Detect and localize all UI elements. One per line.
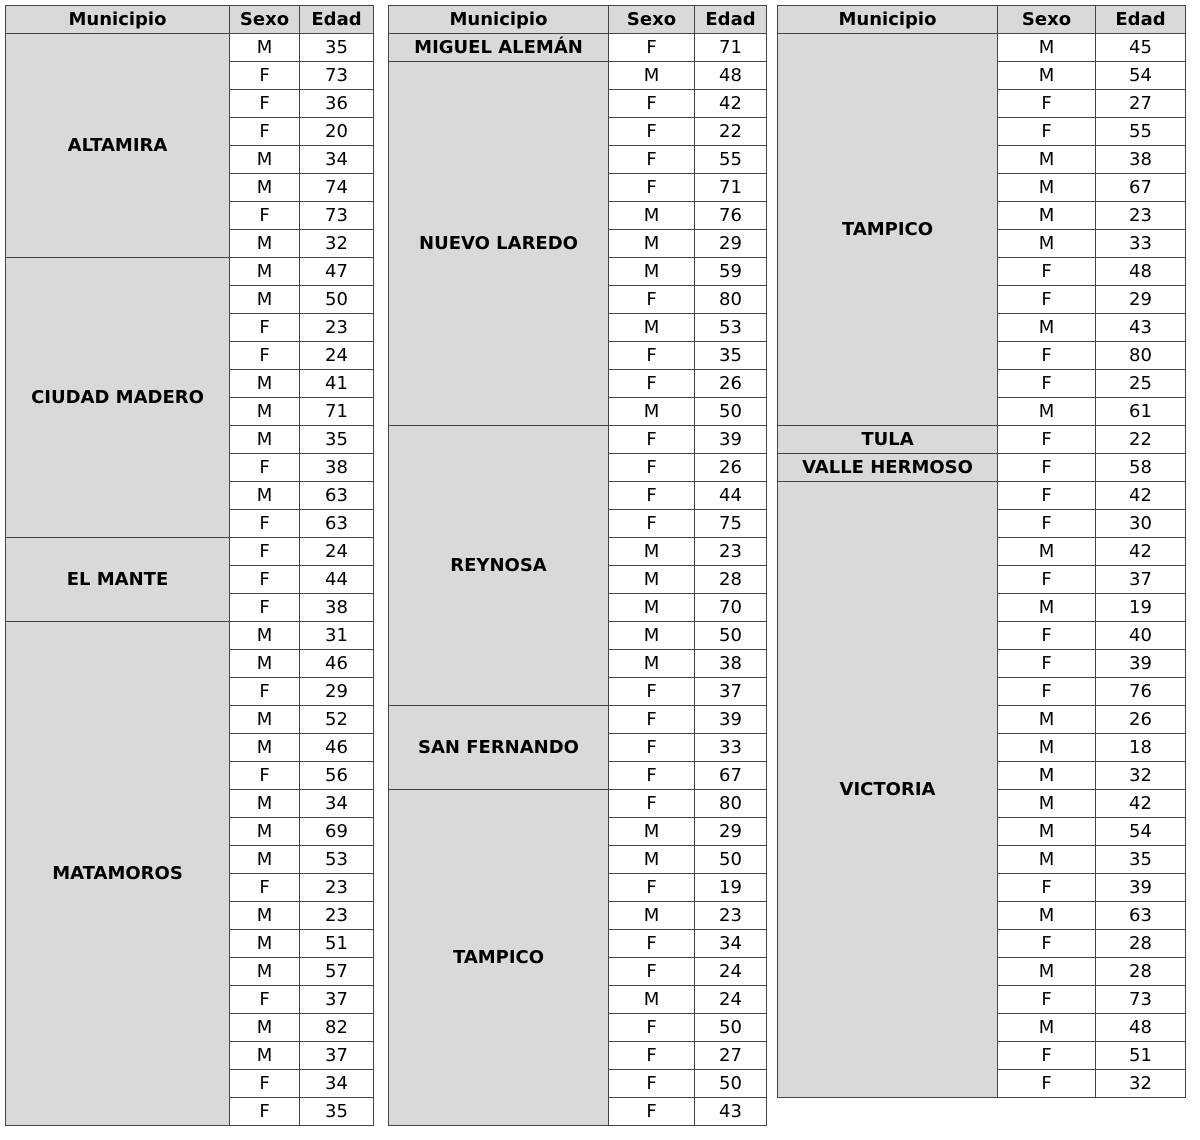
edad-cell: 80	[695, 790, 767, 818]
sexo-cell: F	[230, 538, 300, 566]
edad-cell: 37	[300, 1042, 374, 1070]
municipio-cell: MATAMOROS	[6, 622, 230, 1126]
sexo-cell: M	[998, 62, 1096, 90]
edad-cell: 37	[1096, 566, 1186, 594]
sexo-cell: M	[230, 482, 300, 510]
edad-cell: 23	[695, 538, 767, 566]
edad-cell: 43	[1096, 314, 1186, 342]
sexo-cell: F	[998, 650, 1096, 678]
edad-cell: 48	[1096, 1014, 1186, 1042]
edad-cell: 32	[1096, 1070, 1186, 1098]
sexo-cell: F	[609, 370, 695, 398]
header-municipio: Municipio	[778, 6, 998, 34]
header-municipio: Municipio	[6, 6, 230, 34]
sexo-cell: M	[998, 594, 1096, 622]
edad-cell: 28	[1096, 930, 1186, 958]
edad-cell: 38	[300, 454, 374, 482]
edad-cell: 39	[695, 706, 767, 734]
sexo-cell: F	[230, 1098, 300, 1126]
sexo-cell: M	[609, 314, 695, 342]
edad-cell: 63	[1096, 902, 1186, 930]
table-row	[778, 482, 1186, 510]
edad-cell: 29	[695, 230, 767, 258]
edad-cell: 80	[695, 286, 767, 314]
edad-cell: 23	[300, 874, 374, 902]
sexo-cell: F	[998, 566, 1096, 594]
edad-cell: 35	[300, 1098, 374, 1126]
edad-cell: 63	[300, 482, 374, 510]
edad-cell: 38	[300, 594, 374, 622]
edad-cell: 67	[1096, 174, 1186, 202]
sexo-cell: F	[609, 146, 695, 174]
sexo-cell: F	[998, 286, 1096, 314]
edad-cell: 61	[1096, 398, 1186, 426]
sexo-cell: M	[230, 258, 300, 286]
edad-cell: 27	[695, 1042, 767, 1070]
edad-cell: 82	[300, 1014, 374, 1042]
header-sexo: Sexo	[609, 6, 695, 34]
sexo-cell: F	[230, 202, 300, 230]
sexo-cell: F	[230, 118, 300, 146]
sexo-cell: M	[230, 1042, 300, 1070]
edad-cell: 74	[300, 174, 374, 202]
sexo-cell: F	[609, 510, 695, 538]
edad-cell: 69	[300, 818, 374, 846]
edad-cell: 54	[1096, 818, 1186, 846]
sexo-cell: M	[230, 426, 300, 454]
sexo-cell: M	[609, 622, 695, 650]
sexo-cell: M	[998, 230, 1096, 258]
sexo-cell: M	[998, 706, 1096, 734]
sexo-cell: M	[609, 566, 695, 594]
sexo-cell: F	[230, 454, 300, 482]
edad-cell: 52	[300, 706, 374, 734]
edad-cell: 38	[1096, 146, 1186, 174]
edad-cell: 67	[695, 762, 767, 790]
edad-cell: 22	[1096, 426, 1186, 454]
edad-cell: 31	[300, 622, 374, 650]
edad-cell: 42	[695, 90, 767, 118]
table-row	[6, 622, 374, 650]
municipio-cell: VALLE HERMOSO	[778, 454, 998, 482]
sexo-cell: M	[998, 846, 1096, 874]
data-table	[388, 5, 767, 1126]
edad-cell: 35	[300, 426, 374, 454]
sexo-cell: F	[998, 342, 1096, 370]
sexo-cell: F	[230, 62, 300, 90]
header-row	[778, 6, 1186, 34]
municipio-cell: REYNOSA	[389, 426, 609, 706]
edad-cell: 26	[695, 454, 767, 482]
edad-cell: 42	[1096, 538, 1186, 566]
sexo-cell: M	[998, 790, 1096, 818]
sexo-cell: F	[609, 734, 695, 762]
sexo-cell: M	[609, 986, 695, 1014]
sexo-cell: M	[230, 398, 300, 426]
edad-cell: 48	[1096, 258, 1186, 286]
edad-cell: 43	[695, 1098, 767, 1126]
sexo-cell: M	[998, 958, 1096, 986]
sexo-cell: M	[230, 818, 300, 846]
sexo-cell: M	[230, 930, 300, 958]
edad-cell: 73	[1096, 986, 1186, 1014]
sexo-cell: M	[998, 314, 1096, 342]
sexo-cell: M	[230, 846, 300, 874]
sexo-cell: F	[609, 118, 695, 146]
sexo-cell: F	[998, 622, 1096, 650]
sexo-cell: F	[609, 342, 695, 370]
edad-cell: 23	[1096, 202, 1186, 230]
municipio-cell: TAMPICO	[389, 790, 609, 1126]
sexo-cell: F	[998, 1042, 1096, 1070]
sexo-cell: M	[609, 398, 695, 426]
sexo-cell: F	[230, 566, 300, 594]
sexo-cell: F	[230, 594, 300, 622]
sexo-cell: M	[998, 538, 1096, 566]
edad-cell: 48	[695, 62, 767, 90]
edad-cell: 73	[300, 62, 374, 90]
sexo-cell: M	[609, 258, 695, 286]
sexo-cell: M	[230, 958, 300, 986]
table-row	[778, 454, 1186, 482]
edad-cell: 70	[695, 594, 767, 622]
sexo-cell: M	[230, 1014, 300, 1042]
sexo-cell: F	[230, 90, 300, 118]
edad-cell: 55	[1096, 118, 1186, 146]
edad-cell: 30	[1096, 510, 1186, 538]
sexo-cell: M	[998, 34, 1096, 62]
sexo-cell: M	[609, 538, 695, 566]
edad-cell: 25	[1096, 370, 1186, 398]
table-row	[389, 62, 767, 90]
edad-cell: 46	[300, 734, 374, 762]
sexo-cell: M	[998, 818, 1096, 846]
municipio-cell: CIUDAD MADERO	[6, 258, 230, 538]
municipio-cell: TAMPICO	[778, 34, 998, 426]
edad-cell: 34	[300, 146, 374, 174]
edad-cell: 57	[300, 958, 374, 986]
sexo-cell: F	[609, 426, 695, 454]
table-row	[389, 790, 767, 818]
sexo-cell: F	[230, 314, 300, 342]
sexo-cell: M	[230, 174, 300, 202]
sexo-cell: M	[230, 34, 300, 62]
sexo-cell: M	[230, 230, 300, 258]
sexo-cell: F	[609, 930, 695, 958]
edad-cell: 26	[1096, 706, 1186, 734]
edad-cell: 29	[695, 818, 767, 846]
edad-cell: 50	[695, 846, 767, 874]
edad-cell: 24	[695, 986, 767, 1014]
data-table	[777, 5, 1186, 1098]
sexo-cell: M	[998, 734, 1096, 762]
edad-cell: 19	[1096, 594, 1186, 622]
sexo-cell: F	[609, 174, 695, 202]
sexo-cell: F	[998, 482, 1096, 510]
sexo-cell: F	[609, 706, 695, 734]
sexo-cell: M	[230, 622, 300, 650]
header-row	[6, 6, 374, 34]
sexo-cell: M	[609, 902, 695, 930]
edad-cell: 37	[695, 678, 767, 706]
sexo-cell: M	[998, 174, 1096, 202]
sexo-cell: F	[998, 90, 1096, 118]
edad-cell: 54	[1096, 62, 1186, 90]
edad-cell: 37	[300, 986, 374, 1014]
sexo-cell: F	[998, 426, 1096, 454]
edad-cell: 47	[300, 258, 374, 286]
sexo-cell: F	[998, 678, 1096, 706]
header-sexo: Sexo	[998, 6, 1096, 34]
edad-cell: 26	[695, 370, 767, 398]
sexo-cell: M	[230, 734, 300, 762]
edad-cell: 44	[695, 482, 767, 510]
sexo-cell: F	[609, 1042, 695, 1070]
sexo-cell: F	[230, 342, 300, 370]
sexo-cell: M	[609, 202, 695, 230]
table-row	[6, 258, 374, 286]
header-sexo: Sexo	[230, 6, 300, 34]
edad-cell: 51	[1096, 1042, 1186, 1070]
table-row	[6, 34, 374, 62]
edad-cell: 23	[695, 902, 767, 930]
municipio-cell: EL MANTE	[6, 538, 230, 622]
edad-cell: 50	[695, 622, 767, 650]
edad-cell: 29	[1096, 286, 1186, 314]
sexo-cell: M	[609, 650, 695, 678]
edad-cell: 40	[1096, 622, 1186, 650]
edad-cell: 24	[300, 342, 374, 370]
edad-cell: 38	[695, 650, 767, 678]
edad-cell: 24	[300, 538, 374, 566]
edad-cell: 34	[695, 930, 767, 958]
sexo-cell: M	[609, 594, 695, 622]
edad-cell: 50	[695, 1070, 767, 1098]
sexo-cell: M	[998, 146, 1096, 174]
edad-cell: 18	[1096, 734, 1186, 762]
edad-cell: 24	[695, 958, 767, 986]
header-row	[389, 6, 767, 34]
sexo-cell: M	[609, 818, 695, 846]
sexo-cell: F	[609, 678, 695, 706]
sexo-cell: F	[609, 482, 695, 510]
sexo-cell: M	[230, 370, 300, 398]
sexo-cell: M	[998, 1014, 1096, 1042]
sexo-cell: F	[998, 454, 1096, 482]
table-panel-2	[388, 5, 767, 1126]
edad-cell: 50	[300, 286, 374, 314]
municipio-cell: ALTAMIRA	[6, 34, 230, 258]
municipio-cell: NUEVO LAREDO	[389, 62, 609, 426]
edad-cell: 33	[695, 734, 767, 762]
header-edad: Edad	[1096, 6, 1186, 34]
edad-cell: 51	[300, 930, 374, 958]
sexo-cell: F	[609, 958, 695, 986]
sexo-cell: F	[609, 1070, 695, 1098]
table-panel-3	[777, 5, 1186, 1098]
edad-cell: 71	[695, 174, 767, 202]
sexo-cell: F	[609, 1098, 695, 1126]
sexo-cell: F	[609, 762, 695, 790]
sexo-cell: M	[998, 202, 1096, 230]
sexo-cell: F	[998, 930, 1096, 958]
edad-cell: 39	[1096, 874, 1186, 902]
sexo-cell: F	[998, 874, 1096, 902]
edad-cell: 28	[1096, 958, 1186, 986]
edad-cell: 39	[1096, 650, 1186, 678]
sexo-cell: F	[609, 790, 695, 818]
sexo-cell: F	[609, 454, 695, 482]
sexo-cell: F	[998, 118, 1096, 146]
edad-cell: 36	[300, 90, 374, 118]
sexo-cell: F	[609, 874, 695, 902]
edad-cell: 80	[1096, 342, 1186, 370]
edad-cell: 35	[1096, 846, 1186, 874]
edad-cell: 33	[1096, 230, 1186, 258]
municipio-cell: VICTORIA	[778, 482, 998, 1098]
sexo-cell: M	[230, 650, 300, 678]
edad-cell: 32	[300, 230, 374, 258]
edad-cell: 28	[695, 566, 767, 594]
table-row	[389, 426, 767, 454]
sexo-cell: F	[230, 986, 300, 1014]
municipio-cell: TULA	[778, 426, 998, 454]
sexo-cell: F	[609, 90, 695, 118]
edad-cell: 63	[300, 510, 374, 538]
edad-cell: 34	[300, 1070, 374, 1098]
edad-cell: 46	[300, 650, 374, 678]
edad-cell: 19	[695, 874, 767, 902]
table-body	[389, 34, 767, 1126]
table-panel-1	[5, 5, 374, 1126]
edad-cell: 73	[300, 202, 374, 230]
edad-cell: 32	[1096, 762, 1186, 790]
sexo-cell: F	[998, 986, 1096, 1014]
sexo-cell: F	[998, 1070, 1096, 1098]
sexo-cell: F	[609, 34, 695, 62]
edad-cell: 75	[695, 510, 767, 538]
edad-cell: 39	[695, 426, 767, 454]
edad-cell: 71	[695, 34, 767, 62]
edad-cell: 58	[1096, 454, 1186, 482]
sexo-cell: M	[998, 398, 1096, 426]
edad-cell: 35	[300, 34, 374, 62]
sexo-cell: F	[230, 678, 300, 706]
sexo-cell: M	[230, 790, 300, 818]
top-margin	[0, 0, 1200, 4]
edad-cell: 53	[300, 846, 374, 874]
edad-cell: 35	[695, 342, 767, 370]
sexo-cell: F	[230, 762, 300, 790]
table-row	[389, 34, 767, 62]
table-row	[778, 34, 1186, 62]
edad-cell: 29	[300, 678, 374, 706]
edad-cell: 23	[300, 314, 374, 342]
sexo-cell: M	[609, 846, 695, 874]
edad-cell: 42	[1096, 790, 1186, 818]
sexo-cell: M	[230, 706, 300, 734]
sexo-cell: M	[230, 902, 300, 930]
sexo-cell: M	[230, 146, 300, 174]
edad-cell: 56	[300, 762, 374, 790]
table-row	[6, 538, 374, 566]
sexo-cell: F	[998, 258, 1096, 286]
edad-cell: 34	[300, 790, 374, 818]
sexo-cell: M	[998, 762, 1096, 790]
table-body	[6, 34, 374, 1126]
sexo-cell: M	[998, 902, 1096, 930]
sexo-cell: M	[609, 230, 695, 258]
table-body	[778, 34, 1186, 1098]
edad-cell: 45	[1096, 34, 1186, 62]
edad-cell: 41	[300, 370, 374, 398]
edad-cell: 23	[300, 902, 374, 930]
sexo-cell: M	[609, 62, 695, 90]
header-edad: Edad	[300, 6, 374, 34]
header-edad: Edad	[695, 6, 767, 34]
data-table	[5, 5, 374, 1126]
sexo-cell: F	[230, 1070, 300, 1098]
sexo-cell: F	[230, 510, 300, 538]
table-row	[389, 706, 767, 734]
edad-cell: 50	[695, 1014, 767, 1042]
municipio-cell: MIGUEL ALEMÁN	[389, 34, 609, 62]
sexo-cell: F	[998, 510, 1096, 538]
sexo-cell: F	[609, 286, 695, 314]
municipio-cell: SAN FERNANDO	[389, 706, 609, 790]
edad-cell: 20	[300, 118, 374, 146]
edad-cell: 53	[695, 314, 767, 342]
edad-cell: 55	[695, 146, 767, 174]
edad-cell: 22	[695, 118, 767, 146]
sexo-cell: M	[230, 286, 300, 314]
edad-cell: 59	[695, 258, 767, 286]
edad-cell: 27	[1096, 90, 1186, 118]
table-row	[778, 426, 1186, 454]
header-municipio: Municipio	[389, 6, 609, 34]
edad-cell: 71	[300, 398, 374, 426]
edad-cell: 50	[695, 398, 767, 426]
edad-cell: 76	[695, 202, 767, 230]
edad-cell: 42	[1096, 482, 1186, 510]
sexo-cell: F	[609, 1014, 695, 1042]
sexo-cell: F	[230, 874, 300, 902]
edad-cell: 76	[1096, 678, 1186, 706]
sexo-cell: F	[998, 370, 1096, 398]
edad-cell: 44	[300, 566, 374, 594]
